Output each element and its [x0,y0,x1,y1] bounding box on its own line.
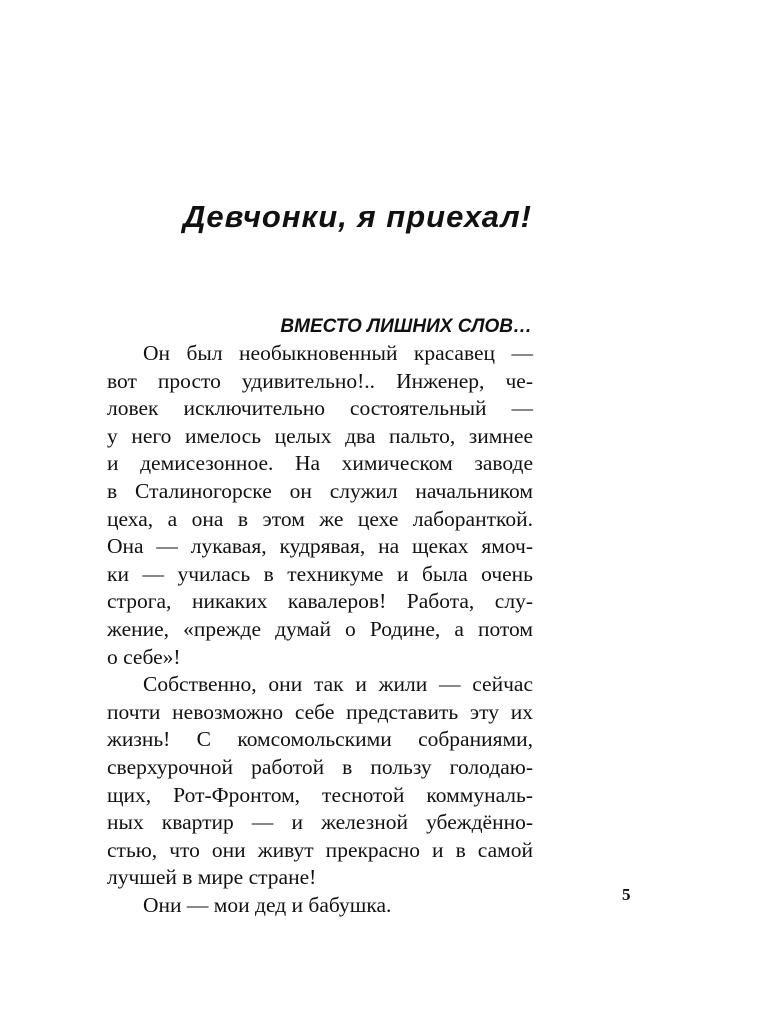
text-line: ловек исключительно состоятельный — [107,396,533,421]
chapter-title: Девчонки, я приехал! [183,198,532,234]
text-line: жизнь! С комсомольскими собраниями, [107,727,533,752]
text-line: стью, что они живут прекрасно и в самой [107,837,533,862]
text-line: Она — лукавая, кудрявая, на щеках ямоч- [107,534,533,559]
paragraph-2 [107,671,533,892]
page-number: 5 [622,885,631,904]
text-line: строга, никаких кавалеров! Работа, слу- [107,589,533,614]
paragraph-3 [107,892,533,920]
text-line: жение, «прежде думай о Родине, а потом [107,616,533,641]
text-line: Собственно, они так и жили — сейчас [143,672,533,697]
body-text [107,340,533,919]
text-line: лучшей в мире стране! [107,865,317,890]
text-line: щих, Рот-Фронтом, теснотой коммуналь- [107,782,533,807]
text-line: у него имелось целых два пальто, зимнее [107,423,533,448]
text-line: о себе»! [107,644,181,669]
text-line: Они — мои дед и бабушка. [143,892,392,917]
text-line: в Сталиногорске он служил начальником [107,478,533,503]
text-line: ных квартир — и железной убеждённо- [107,810,533,835]
paragraph-1 [107,340,533,671]
text-line: и демисезонное. На химическом заводе [107,451,533,476]
section-heading: ВМЕСТО ЛИШНИХ СЛОВ… [280,315,532,337]
text-line: цеха, а она в этом же цехе лаборанткой. [107,506,533,531]
text-line: вот просто удивительно!.. Инженер, че- [107,368,533,393]
text-line: сверхурочной работой в пользу голодаю- [107,754,533,779]
text-line: почти невозможно себе представить эту их [107,699,533,724]
text-line: Он был необыкновенный красавец — [143,341,533,365]
text-line: ки — училась в техникуме и была очень [107,561,533,586]
